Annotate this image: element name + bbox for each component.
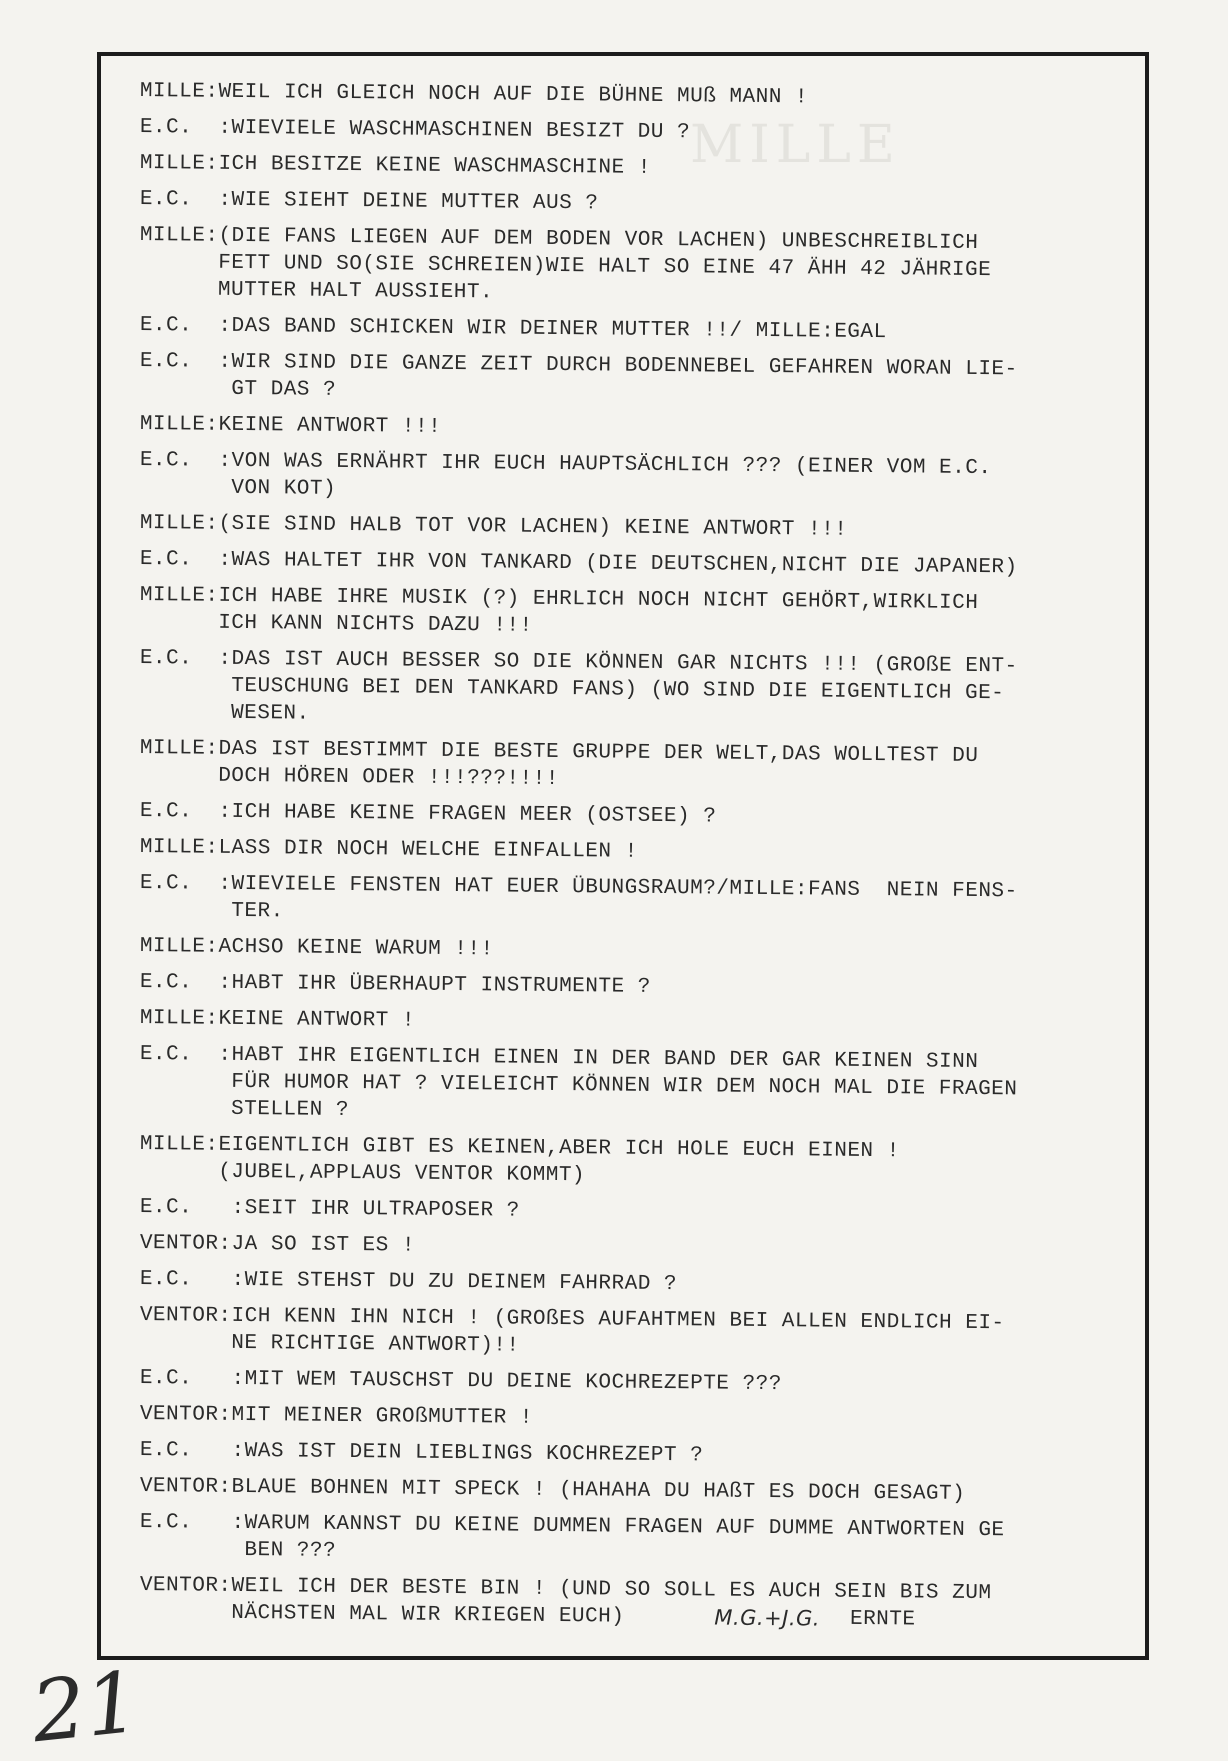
speaker-label: VENTOR:	[139, 1474, 232, 1499]
entry-text	[218, 736, 1140, 799]
speaker-label: E.C. :	[139, 1366, 245, 1392]
transcript-entry	[140, 150, 1140, 187]
speaker-label: E.C. :	[139, 547, 232, 572]
text-line: BLAUE BOHNEN MIT SPECK ! (HAHAHA DU HAßT ES DOCH GESAGT)	[231, 1475, 966, 1506]
entry-text	[218, 1006, 1140, 1042]
speaker-label: E.C. :	[139, 799, 232, 824]
entry-text	[218, 835, 1140, 871]
bleed-through-title: MILLE	[690, 115, 901, 175]
text-line: ICH KANN NICHTS DAZU !!!	[218, 611, 533, 638]
transcript-entry	[139, 447, 1139, 511]
text-line: ICH HABE KEINE FRAGEN MEER (OSTSEE) ?	[231, 800, 717, 829]
interview-transcript	[140, 78, 1140, 1635]
transcript-entry	[140, 411, 1140, 448]
text-line: WAS HALTET IHR VON TANKARD (DIE DEUTSCHEN,NICHT DIE JAPANER)	[231, 548, 1018, 580]
text-line: NE RICHTIGE ANTWORT)!!	[231, 1331, 520, 1358]
transcript-entry	[140, 1266, 1140, 1303]
entry-text	[231, 349, 1140, 412]
transcript-entry	[140, 1365, 1140, 1402]
transcript-entry	[139, 1041, 1140, 1132]
text-line: MIT MEINER GROßMUTTER !	[231, 1403, 534, 1430]
speaker-label: MILLE:	[139, 934, 219, 959]
entry-text	[231, 1474, 1139, 1510]
entry-text	[218, 934, 1140, 970]
text-line: WIE SIEHT DEINE MUTTER AUS ?	[231, 188, 599, 216]
transcript-entry	[140, 510, 1140, 547]
transcript-entry	[140, 1401, 1140, 1438]
text-line: DAS BAND SCHICKEN WIR DEINER MUTTER !!/ MILLE:EGAL	[231, 314, 887, 345]
transcript-entry	[139, 870, 1139, 934]
text-line: DOCH HÖREN ODER !!!???!!!!	[218, 764, 559, 792]
text-line: LASS DIR NOCH WELCHE EINFALLEN !	[218, 836, 638, 864]
speaker-label: E.C. :	[139, 349, 232, 374]
entry-text	[245, 1366, 1140, 1402]
speaker-label: E.C. :	[139, 1042, 232, 1067]
text-line: WIE STEHST DU ZU DEINEM FAHRRAD ?	[244, 1269, 678, 1297]
entry-text	[231, 313, 1139, 349]
text-line: (DIE FANS LIEGEN AUF DEM BODEN VOR LACHEN) UNBESCHREIBLICH	[218, 224, 979, 256]
text-line: KEINE ANTWORT !!!	[218, 413, 442, 439]
entry-text	[231, 1231, 1139, 1267]
text-line: WEIL ICH GLEICH NOCH AUF DIE BÜHNE MUß MANN !	[218, 80, 809, 110]
speaker-label: E.C. :	[139, 448, 232, 473]
speaker-label: VENTOR:	[139, 1231, 232, 1256]
speaker-label: E.C. :	[139, 313, 232, 338]
text-line: ICH KENN IHN NICH ! (GROßES AUFAHTMEN BEI ALLEN ENDLICH EI-	[231, 1304, 1005, 1336]
transcript-entry	[140, 1437, 1140, 1474]
text-line: (JUBEL,APPLAUS VENTOR KOMMT)	[218, 1160, 586, 1188]
speaker-label: MILLE:	[139, 412, 219, 437]
text-line: WARUM KANNST DU KEINE DUMMEN FRAGEN AUF DUMME ANTWORTEN GE	[244, 1512, 1005, 1543]
text-line: WEIL ICH DER BESTE BIN ! (UND SO SOLL ES AUCH SEIN BIS ZUM	[231, 1574, 992, 1606]
text-line: WIR SIND DIE GANZE ZEIT DURCH BODENNEBEL GEFAHREN WORAN LIE-	[231, 350, 1018, 382]
text-line: HABT IHR EIGENTLICH EINEN IN DER BAND DER GAR KEINEN SINN	[231, 1043, 979, 1075]
transcript-entry	[139, 1131, 1139, 1195]
transcript-entry	[139, 1302, 1139, 1366]
entry-text	[231, 799, 1139, 835]
entry-text	[218, 1132, 1140, 1195]
text-line: EIGENTLICH GIBT ES KEINEN,ABER ICH HOLE EUCH EINEN !	[218, 1133, 900, 1164]
transcript-entry	[139, 582, 1139, 646]
entry-text	[245, 1267, 1140, 1303]
entry-text	[231, 1042, 1140, 1132]
text-line: WIEVIELE FENSTEN HAT EUER ÜBUNGSRAUM?/MILLE:FANS NEIN FENS-	[231, 872, 1018, 904]
transcript-entry	[140, 312, 1140, 349]
entry-text	[218, 151, 1140, 187]
speaker-label: E.C. :	[139, 646, 232, 671]
entry-text	[231, 547, 1139, 583]
transcript-entry	[140, 969, 1140, 1006]
entry-text	[231, 1303, 1140, 1366]
transcript-entry	[139, 222, 1140, 313]
entry-text	[231, 448, 1140, 511]
text-line: SEIT IHR ULTRAPOSER ?	[244, 1197, 520, 1223]
transcript-entry	[140, 1194, 1140, 1231]
speaker-label: MILLE:	[139, 79, 219, 104]
speaker-label: E.C. :	[139, 970, 232, 995]
entry-text	[231, 970, 1139, 1006]
transcript-entry	[139, 1572, 1139, 1636]
speaker-label: VENTOR:	[139, 1303, 232, 1328]
text-line: MUTTER HALT AUSSIEHT.	[217, 278, 494, 305]
text-line: ACHSO KEINE WARUM !!!	[218, 935, 494, 962]
text-line: WESEN.	[230, 701, 310, 726]
speaker-label: VENTOR:	[139, 1573, 232, 1598]
text-line: HABT IHR ÜBERHAUPT INSTRUMENTE ?	[231, 971, 651, 999]
entry-text	[245, 1438, 1140, 1474]
transcript-entry	[140, 1230, 1140, 1267]
speaker-label: MILLE:	[139, 223, 219, 248]
entry-text	[231, 115, 1139, 151]
entry-text	[218, 412, 1140, 448]
text-line: ICH BESITZE KEINE WASCHMASCHINE !	[218, 152, 651, 180]
speaker-label: VENTOR:	[139, 1402, 232, 1427]
transcript-entry	[140, 798, 1140, 835]
text-line: MIT WEM TAUSCHST DU DEINE KOCHREZEPTE ???	[244, 1368, 782, 1397]
speaker-label: MILLE:	[139, 511, 219, 536]
entry-text	[218, 511, 1140, 547]
text-line: BEN ???	[244, 1539, 337, 1563]
signature-word: ERNTE	[849, 1607, 916, 1632]
transcript-entry	[140, 834, 1140, 871]
page-number: 21	[27, 1652, 144, 1761]
text-line: KEINE ANTWORT !	[218, 1007, 416, 1033]
text-line: FÜR HUMOR HAT ? VIELEICHT KÖNNEN WIR DEM NOCH MAL DIE FRAGEN	[231, 1070, 1018, 1102]
speaker-label: E.C. :	[139, 187, 232, 212]
speaker-label: MILLE:	[139, 151, 219, 176]
entry-text	[231, 871, 1140, 934]
text-line: ICH HABE IHRE MUSIK (?) EHRLICH NOCH NICHT GEHÖRT,WIRKLICH	[218, 584, 979, 616]
transcript-entry	[140, 1473, 1140, 1510]
text-line: VON WAS ERNÄHRT IHR EUCH HAUPTSÄCHLICH ??? (EINER VOM E.C.	[231, 449, 992, 481]
transcript-entry	[139, 645, 1140, 736]
text-line: JA SO IST ES !	[231, 1232, 416, 1258]
speaker-label: MILLE:	[139, 736, 219, 761]
entry-text	[231, 1573, 1140, 1636]
speaker-label: E.C. :	[139, 1267, 245, 1293]
text-line: DAS IST AUCH BESSER SO DIE KÖNNEN GAR NICHTS !!! (GROßE ENT-	[231, 647, 1018, 679]
entry-text	[244, 1510, 1140, 1573]
transcript-entry	[140, 78, 1140, 115]
speaker-label: MILLE:	[139, 1132, 219, 1157]
author-signature: M.G.+J.G.	[714, 1605, 821, 1631]
closing-text: NÄCHSTEN MAL WIR KRIEGEN EUCH)	[231, 1601, 625, 1629]
entry-text	[218, 223, 1140, 313]
transcript-entry	[139, 735, 1139, 799]
transcript-entry	[140, 186, 1140, 223]
entry-text	[245, 1195, 1140, 1231]
text-line: VON KOT)	[231, 476, 337, 501]
text-line: WIEVIELE WASCHMASCHINEN BESIZT DU ?	[231, 116, 691, 145]
transcript-entry	[140, 933, 1140, 970]
transcript-entry	[140, 114, 1140, 151]
entry-text	[231, 187, 1139, 223]
speaker-label: MILLE:	[139, 583, 219, 608]
entry-text	[231, 1402, 1139, 1438]
text-line: GT DAS ?	[231, 377, 337, 402]
text-line: TER.	[231, 899, 284, 924]
speaker-label: E.C. :	[139, 871, 232, 896]
transcript-entry	[140, 546, 1140, 583]
entry-text	[218, 583, 1140, 646]
transcript-entry	[139, 348, 1139, 412]
text-line: WAS IST DEIN LIEBLINGS KOCHREZEPT ?	[244, 1440, 704, 1468]
speaker-label: MILLE:	[139, 835, 219, 860]
text-line: FETT UND SO(SIE SCHREIEN)WIE HALT SO EINE 47 ÄHH 42 JÄHRIGE	[218, 251, 992, 283]
entry-text	[218, 79, 1140, 115]
speaker-label: E.C. :	[139, 1438, 245, 1464]
speaker-label: E.C. :	[139, 1510, 245, 1536]
text-line: (SIE SIND HALB TOT VOR LACHEN) KEINE ANTWORT !!!	[218, 512, 848, 542]
text-line: STELLEN ?	[230, 1097, 350, 1123]
speaker-label: MILLE:	[139, 1006, 219, 1031]
transcript-entry	[140, 1005, 1140, 1042]
speaker-label: E.C. :	[139, 1195, 245, 1221]
speaker-label: E.C. :	[139, 115, 232, 140]
entry-text	[231, 646, 1140, 736]
text-line: DAS IST BESTIMMT DIE BESTE GRUPPE DER WELT,DAS WOLLTEST DU	[218, 737, 979, 769]
transcript-entry	[139, 1509, 1139, 1573]
text-line: TEUSCHUNG BEI DEN TANKARD FANS) (WO SIND DIE EIGENTLICH GE-	[231, 674, 1005, 706]
